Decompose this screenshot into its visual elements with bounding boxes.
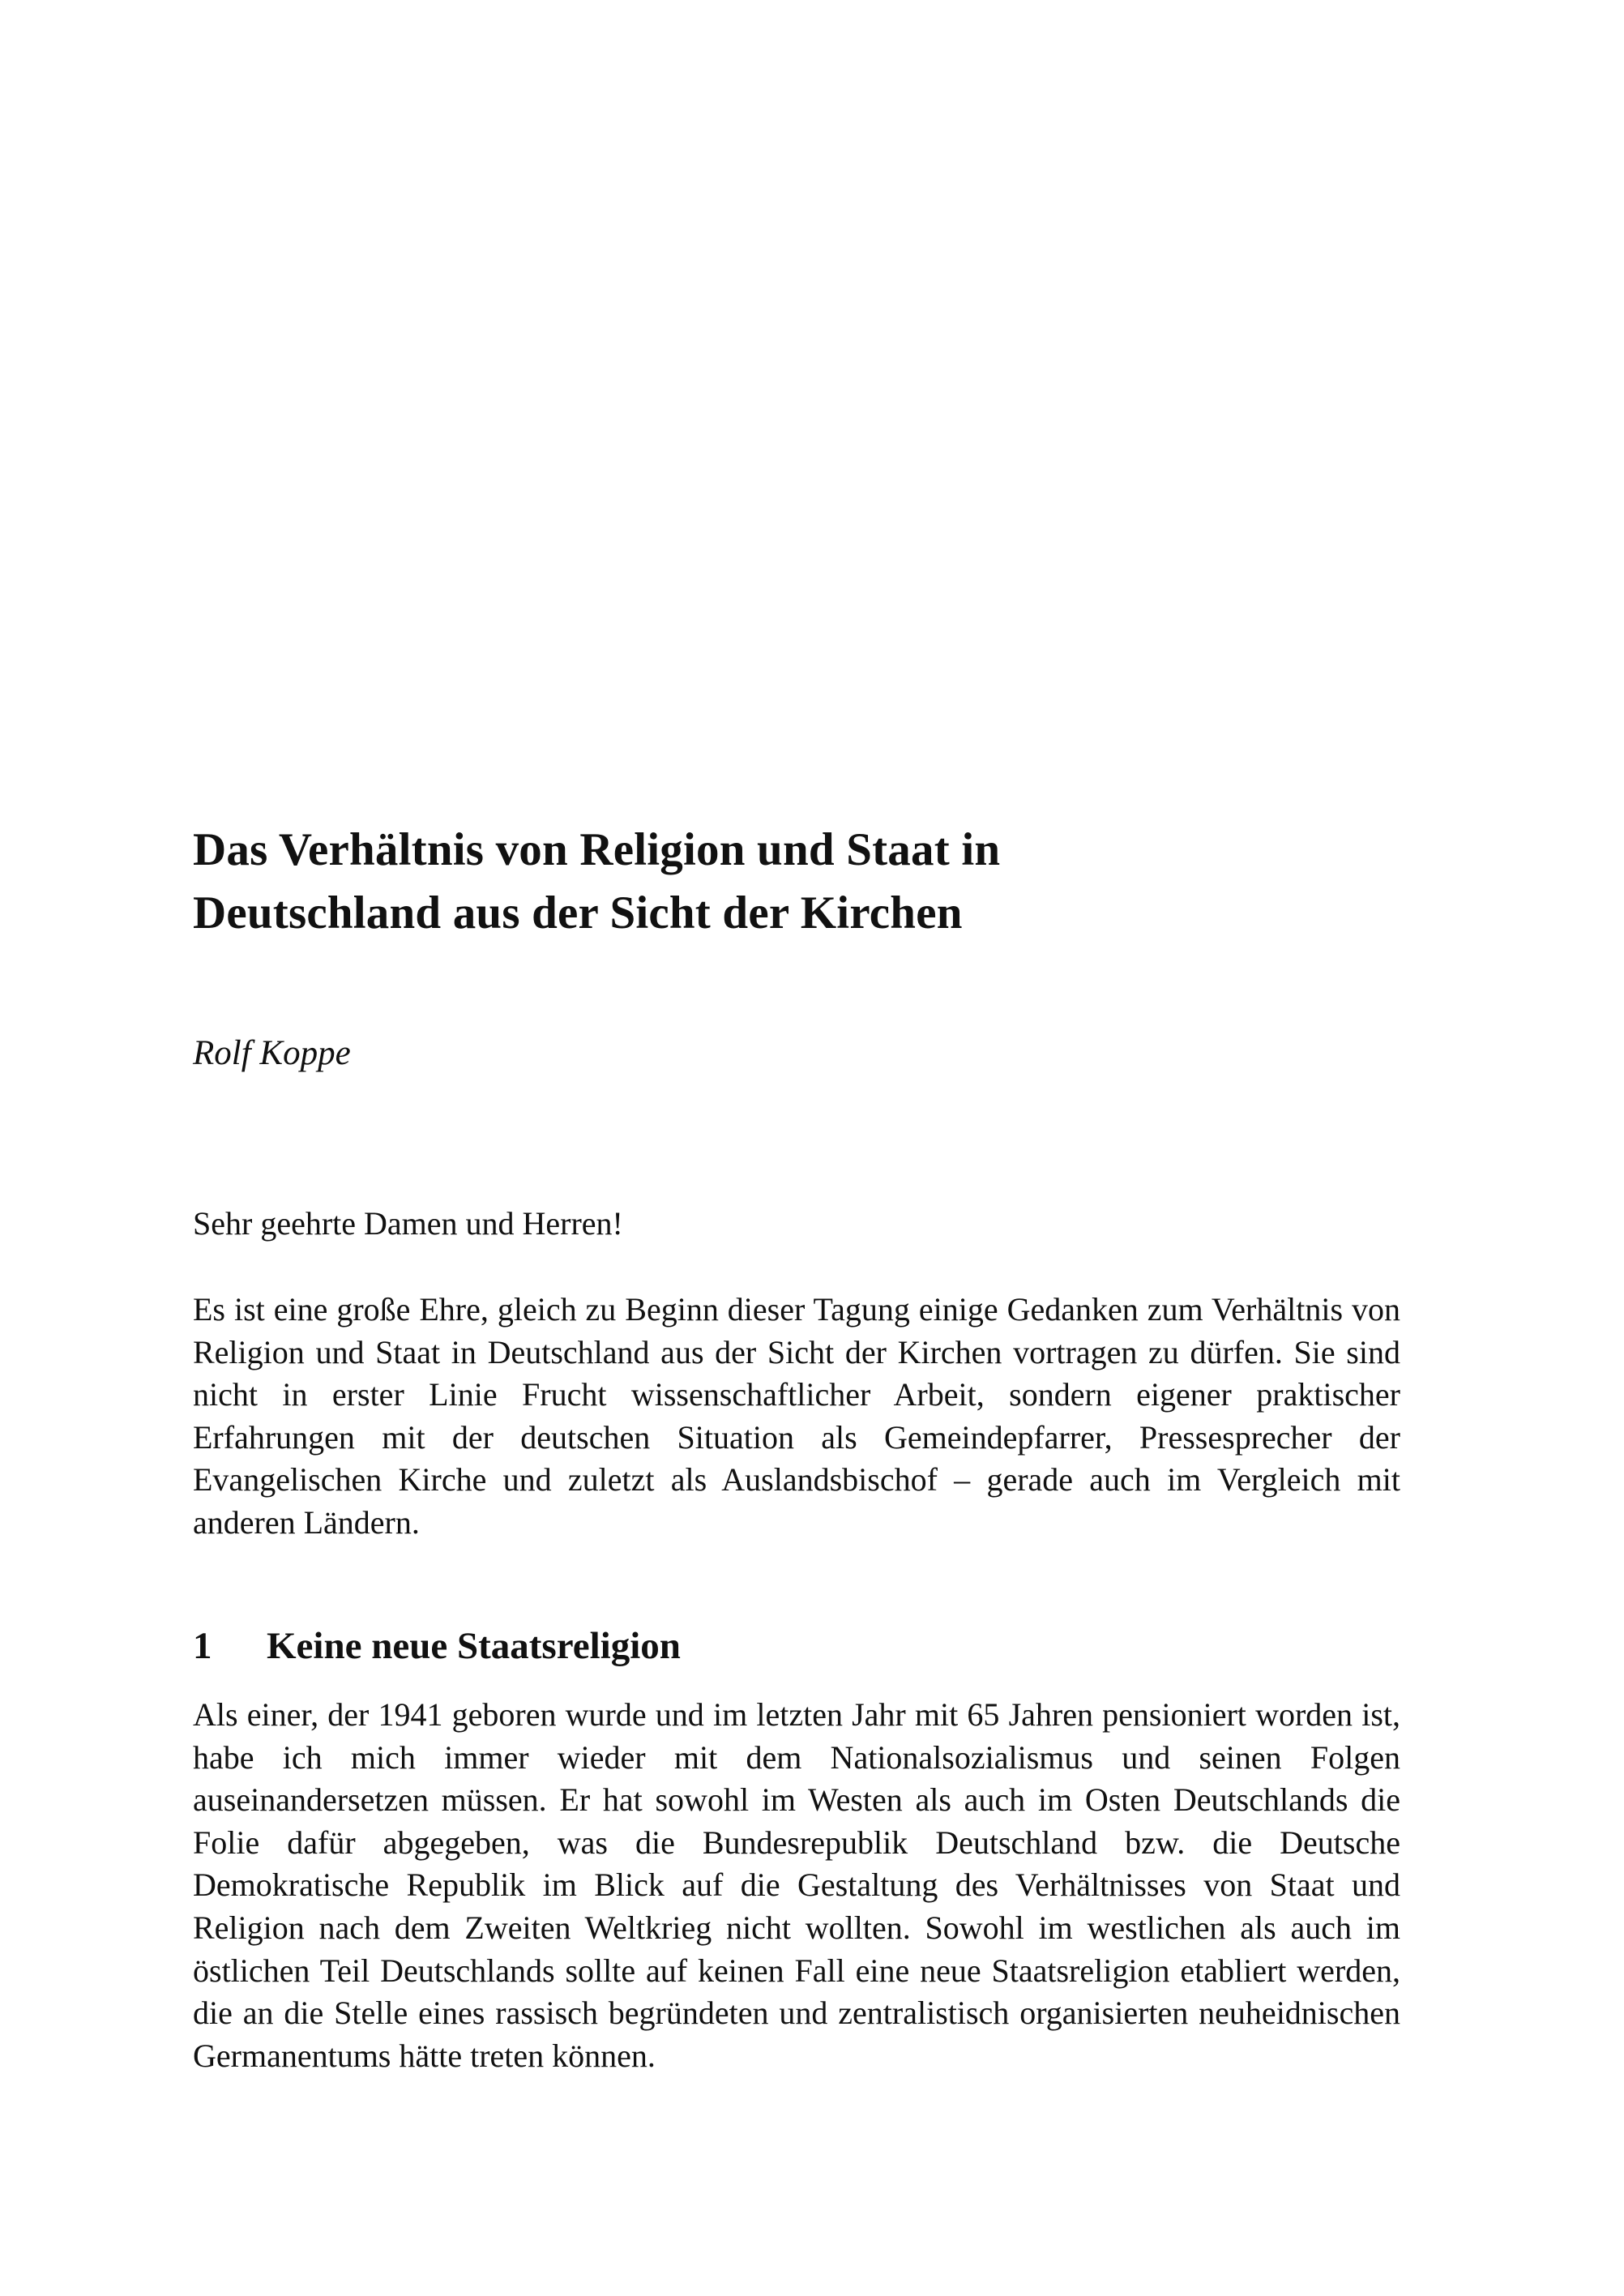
author-name: Rolf Koppe	[193, 1034, 351, 1072]
section-title: Keine neue Staatsreligion	[267, 1625, 681, 1667]
salutation: Sehr geehrte Damen und Herren!	[193, 1205, 623, 1242]
section-number: 1	[193, 1625, 212, 1667]
article-title-line-1: Das Verhältnis von Religion und Staat in	[193, 824, 1001, 875]
article-title-line-2: Deutschland aus der Sicht der Kirchen	[193, 887, 963, 938]
intro-paragraph: Es ist eine große Ehre, gleich zu Beginn dieser Tagung einige Gedanken zum Verhältnis von Religion und Staat in Deutschland aus der Sicht der Kirchen vortragen zu dürfen. Sie sind nicht in erster Linie Frucht wissenschaftlicher Arbeit, sondern eigener praktischer Erfahrungen mit der deutschen Situation als Gemeindepfarrer, Pressesprecher der Evangelischen Kirche und zuletzt als Auslandsbischof – gerade auch im Vergleich mit anderen Ländern.	[193, 1291, 1400, 1541]
section-paragraph: Als einer, der 1941 geboren wurde und im letzten Jahr mit 65 Jahren pensioniert worden ist, habe ich mich immer wieder mit dem Nationalsozialismus und seinen Folgen auseinandersetzen müssen. Er hat sowohl im Westen als auch im Osten Deutschlands die Folie dafür abgegeben, was die Bundesrepublik Deutschland bzw. die Deutsche Demokratische Republik im Blick auf die Gestaltung des Verhältnisses von Staat und Religion nach dem Zweiten Weltkrieg nicht wollten. Sowohl im westlichen als auch im östlichen Teil Deutschlands sollte auf keinen Fall eine neue Staatsreligion etabliert werden, die an die Stelle eines rassisch begründeten und zentralistisch organisierten neuheidnischen Germanentums hätte treten können.	[193, 1696, 1400, 2074]
section-heading	[193, 1619, 681, 1673]
article-title	[193, 819, 1400, 945]
